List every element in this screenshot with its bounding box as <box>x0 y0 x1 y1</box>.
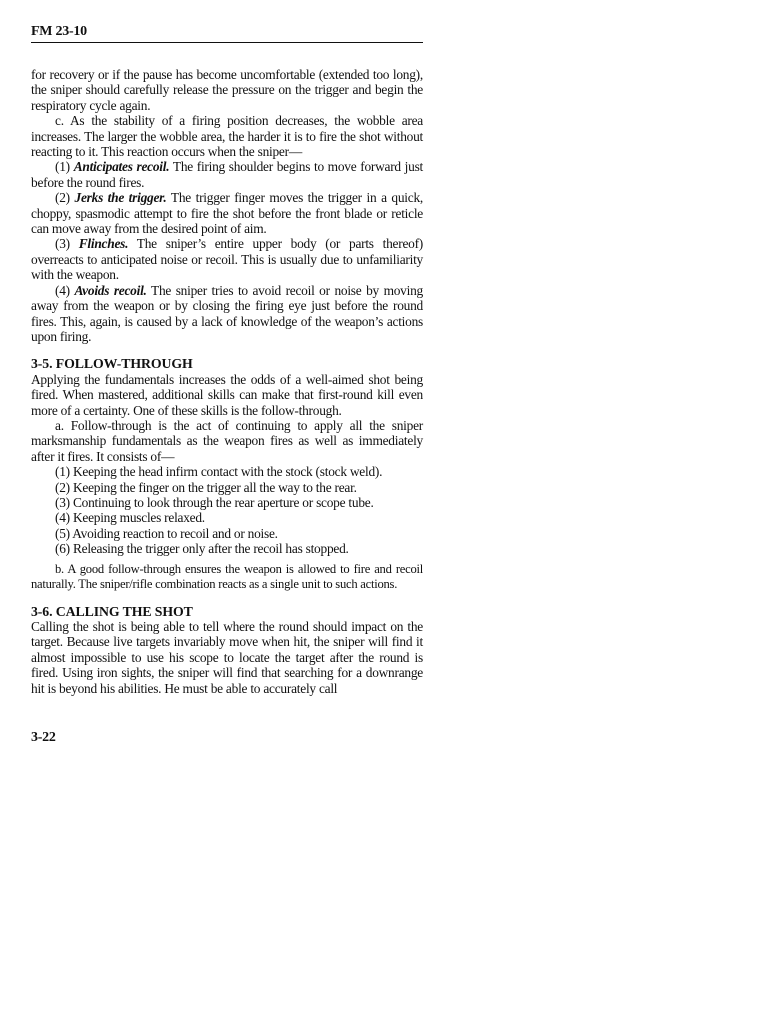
list-item: (3) Continuing to look through the rear aperture or scope tube. <box>55 494 374 510</box>
section-heading-calling-the-shot: 3-6. CALLING THE SHOT <box>31 603 193 619</box>
reaction-item <box>31 236 423 282</box>
running-header: FM 23-10 <box>31 24 423 43</box>
reaction-text: The firing shoulder begins to move forward just before the round fires. <box>31 159 424 190</box>
reaction-term: Anticipates recoil. <box>73 159 170 175</box>
list-item: (1) Keeping the head infirm contact with the stock (stock weld). <box>55 464 383 480</box>
reaction-term: Flinches. <box>78 236 129 252</box>
calling-the-shot-text: Calling the shot is being able to tell where the round should impact on the target. Because live targets invariably move when hit, the sniper will find it almost impossible to use his scope to locate the target after the round is fired. Using iron sights, the sniper will find that searching for a downrange hit is beyond his abilities. He must be able to accurately call <box>31 619 423 696</box>
reaction-text: The sniper tries to avoid recoil or noise by moving away from the weapon or by closing the firing eye just before the round fires. This, again, is caused by a lack of knowledge of the weapon’s actions upon firing. <box>31 282 423 344</box>
follow-through-intro: Applying the fundamentals increases the odds of a well-aimed shot being fired. When mastered, additional skills can make that first-round kill even more of a certainty. One of these skills is the follow-through. <box>31 371 423 418</box>
reaction-item <box>31 283 423 345</box>
page-number: 3-22 <box>31 730 56 746</box>
list-item: (2) Keeping the finger on the trigger all the way to the rear. <box>55 479 357 495</box>
document-page <box>31 24 423 745</box>
paragraph-c: c. As the stability of a firing position decreases, the wobble area increases. The larger the wobble area, the harder it is to fire the shot without reacting to it. This reaction occurs when the sniper— <box>31 113 423 160</box>
reaction-text: The trigger finger moves the trigger in a quick, choppy, spasmodic attempt to fire the shot before the front blade or reticle can move away from the desired point of aim. <box>31 190 424 237</box>
reaction-number: (2) <box>55 190 70 206</box>
paragraph-continuation: for recovery or if the pause has become uncomfortable (extended too long), the sniper should carefully release the pressure on the trigger and begin the respiratory cycle again. <box>31 67 423 113</box>
reaction-term: Avoids recoil. <box>74 282 147 298</box>
reaction-item <box>31 190 423 236</box>
list-item: (5) Avoiding reaction to recoil and or noise. <box>55 525 278 541</box>
follow-through-paragraph-a: a. Follow-through is the act of continuing to apply all the sniper marksmanship fundamentals as the weapon fires as well as immediately after it fires. It consists of— <box>31 417 423 464</box>
reaction-term: Jerks the trigger. <box>74 190 167 206</box>
reaction-number: (4) <box>55 282 70 298</box>
follow-through-list <box>31 464 423 556</box>
section-heading-follow-through: 3-5. FOLLOW-THROUGH <box>31 356 193 372</box>
reaction-number: (3) <box>55 236 70 252</box>
follow-through-paragraph-b: b. A good follow-through ensures the weapon is allowed to fire and recoil naturally. The sniper/rifle combination reacts as a single unit to such actions. <box>31 561 423 591</box>
list-item: (6) Releasing the trigger only after the recoil has stopped. <box>55 541 349 557</box>
reaction-item <box>31 159 423 190</box>
reaction-text: The sniper’s entire upper body (or parts thereof) overreacts to anticipated noise or recoil. This is usually due to unfamiliarity with the weapon. <box>31 236 423 283</box>
list-item: (4) Keeping muscles relaxed. <box>55 510 205 526</box>
reaction-number: (1) <box>55 159 70 175</box>
